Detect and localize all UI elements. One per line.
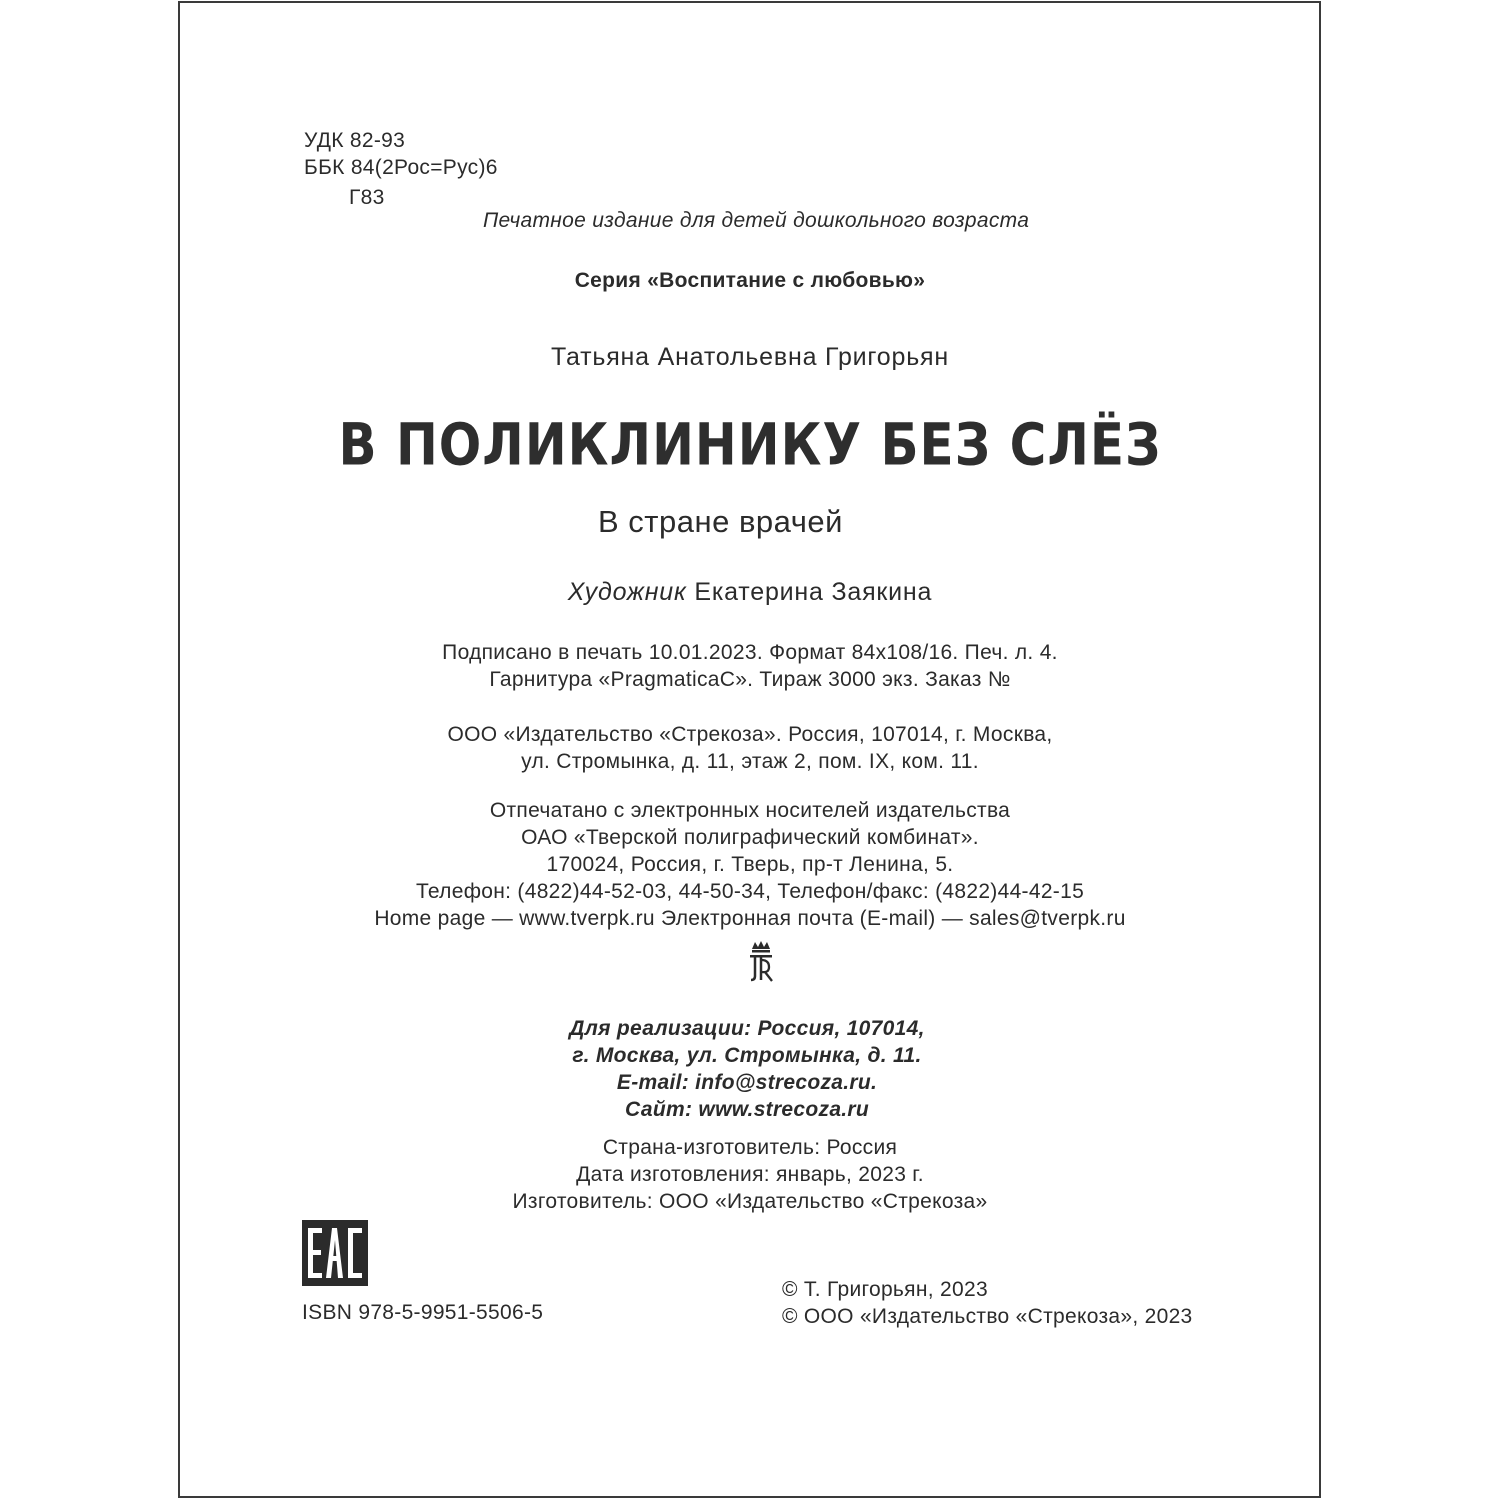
bbk-code: ББК 84(2Рос=Рус)6: [304, 156, 498, 179]
distribution-line: Сайт: www.strecoza.ru: [624, 1098, 870, 1121]
series-label: Серия «Воспитание с любовью»: [574, 269, 926, 292]
publisher-address-line: ООО «Издательство «Стрекоза». Россия, 107014, г. Москва,: [447, 723, 1053, 746]
printer-info: [0, 797, 1500, 932]
manufacture-line: Изготовитель: ООО «Издательство «Стрекоза»: [512, 1190, 988, 1213]
print-info: [0, 639, 1500, 693]
print-info-line: Подписано в печать 10.01.2023. Формат 84х108/16. Печ. л. 4.: [442, 641, 1058, 664]
copyright-block: [782, 1276, 1193, 1330]
book-title: В ПОЛИКЛИНИКУ БЕЗ СЛЁЗ: [338, 411, 1162, 479]
distribution-line: Для реализации: Россия, 107014,: [569, 1017, 925, 1040]
distribution-line: г. Москва, ул. Стромынка, д. 11.: [572, 1044, 922, 1067]
author-mark: Г83: [349, 186, 385, 209]
printer-info-line: ОАО «Тверской полиграфический комбинат».: [521, 826, 979, 849]
manufacture-line: Страна-изготовитель: Россия: [602, 1136, 898, 1159]
publisher-address: [0, 721, 1500, 775]
printer-info-line: 170024, Россия, г. Тверь, пр-т Ленина, 5.: [546, 853, 954, 876]
author-name: Татьяна Анатольевна Григорьян: [551, 343, 949, 371]
eac-mark-icon: [302, 1220, 368, 1286]
udk-code: УДК 82-93: [304, 129, 406, 152]
publisher-address-line: ул. Стромынка, д. 11, этаж 2, пом. IX, ком. 11.: [521, 750, 979, 773]
distribution-info: [553, 1015, 941, 1123]
distribution-line: E-mail: info@strecoza.ru.: [616, 1071, 878, 1094]
edition-note: Печатное издание для детей дошкольного возраста: [483, 209, 1030, 232]
crown-monogram-icon: [747, 940, 775, 982]
manufacture-line: Дата изготовления: январь, 2023 г.: [576, 1163, 924, 1186]
isbn: ISBN 978-5-9951-5506-5: [302, 1301, 544, 1324]
print-info-line: Гарнитура «PragmaticaC». Тираж 3000 экз. Заказ №: [489, 668, 1011, 691]
printer-info-line: Телефон: (4822)44-52-03, 44-50-34, Телефон/факс: (4822)44-42-15: [415, 880, 1085, 903]
illustrator-line: [0, 578, 1500, 607]
printer-info-line: Home page — www.tverpk.ru Электронная почта (E-mail) — sales@tverpk.ru: [374, 907, 1126, 930]
illustrator-name: Екатерина Заякина: [694, 578, 933, 606]
illustrator-role: Художник: [567, 578, 687, 606]
copyright-line: © Т. Григорьян, 2023: [782, 1278, 988, 1301]
manufacture-info: [0, 1134, 1500, 1215]
eac-logo: [302, 1220, 368, 1286]
printer-info-line: Отпечатано с электронных носителей издательства: [489, 799, 1011, 822]
copyright-line: © ООО «Издательство «Стрекоза», 2023: [782, 1305, 1193, 1328]
book-subtitle: В стране врачей: [598, 504, 843, 539]
